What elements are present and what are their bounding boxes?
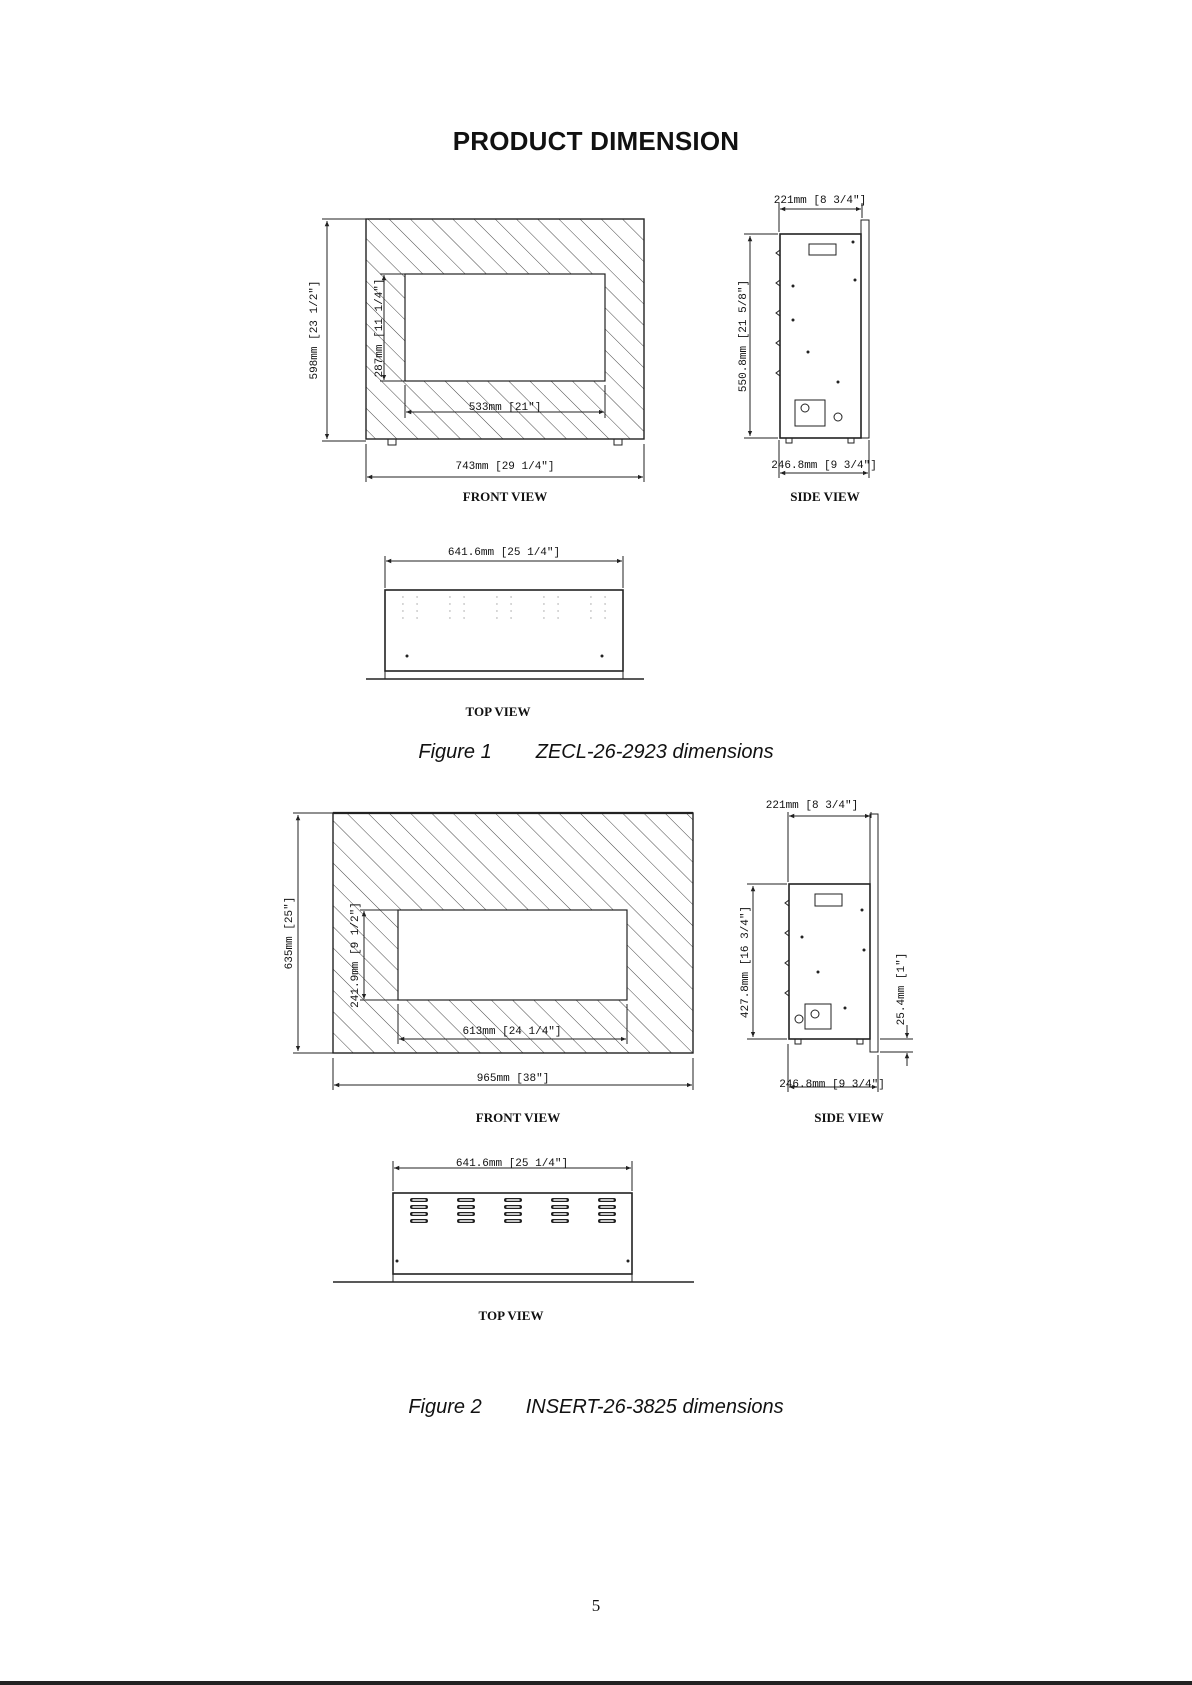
page-title: PRODUCT DIMENSION — [452, 126, 740, 156]
figure2-caption-number: Figure 2 — [408, 1396, 482, 1418]
figure2-front-view-label: FRONT VIEW — [475, 1110, 561, 1125]
figure2-caption-text: INSERT-26-3825 dimensions — [525, 1396, 784, 1418]
bottom-rule — [0, 1681, 1192, 1685]
figure1-top-view — [366, 547, 644, 719]
figure2-side-height: 427.8mm [16 3/4"] — [740, 905, 752, 1019]
figure2-top-view — [333, 1158, 694, 1323]
figure2-opening-height: 241.9mm [9 1/2"] — [350, 902, 362, 1008]
figure1-side-view-label: SIDE VIEW — [790, 489, 860, 504]
figure1-side-height: 550.8mm [21 5/8"] — [738, 279, 750, 393]
figure1-opening-width: 533mm [21"] — [468, 402, 542, 414]
figure1-side-depth-bottom: 246.8mm [9 3/4"] — [771, 460, 877, 472]
figure2-front-height: 635mm [25"] — [284, 896, 296, 970]
figure1-front-height: 598mm [23 1/2"] — [309, 280, 321, 380]
figure2-caption — [0, 1396, 1192, 1419]
figure1-side-depth-top: 221mm [8 3/4"] — [773, 195, 867, 207]
figure1-opening-height: 287mm [11 1/4"] — [374, 278, 386, 378]
figure2-side-depth-bottom: 246.8mm [9 3/4"] — [779, 1079, 885, 1091]
figure2-side-view-label: SIDE VIEW — [814, 1110, 884, 1125]
figure1-front-width: 743mm [29 1/4"] — [455, 461, 555, 473]
figure1-top-width: 641.6mm [25 1/4"] — [447, 547, 561, 559]
figure1-caption-text: ZECL-26-2923 dimensions — [535, 741, 774, 763]
page-number: 5 — [591, 1596, 601, 1615]
figure2-top-width: 641.6mm [25 1/4"] — [455, 1158, 569, 1170]
figure2-opening-width: 613mm [24 1/4"] — [462, 1026, 562, 1038]
figure1-front-view — [309, 219, 644, 504]
figure1-front-view-label: FRONT VIEW — [462, 489, 548, 504]
figure1-vent-slots — [403, 597, 605, 618]
figure1-side-view — [738, 195, 877, 504]
figure2-side-view — [740, 800, 913, 1125]
figure2-top-view-label: TOP VIEW — [478, 1308, 544, 1323]
figure1-caption — [0, 741, 1192, 764]
figure1-top-view-label: TOP VIEW — [465, 704, 531, 719]
figure2-front-view — [284, 813, 693, 1125]
figure2-side-offset: 25.4mm [1"] — [896, 952, 908, 1026]
figure2-vent-slots — [412, 1200, 614, 1221]
figure2-side-depth-top: 221mm [8 3/4"] — [765, 800, 859, 812]
figure1-caption-number: Figure 1 — [418, 741, 492, 763]
figure2-front-width: 965mm [38"] — [476, 1073, 550, 1085]
